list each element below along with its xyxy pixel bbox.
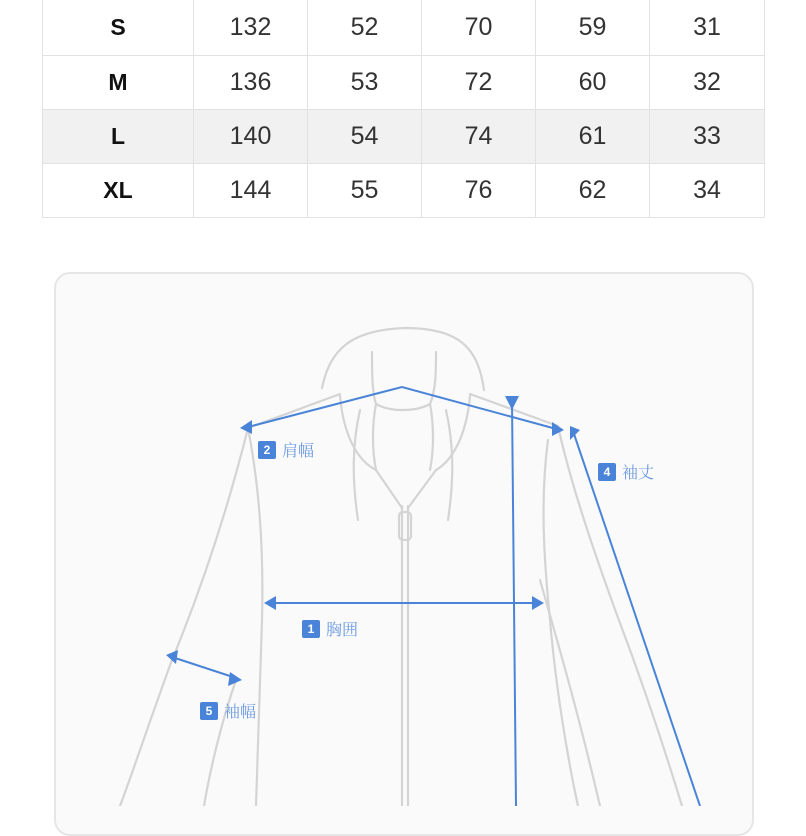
table-cell: 59 bbox=[536, 0, 650, 56]
table-cell: 62 bbox=[536, 164, 650, 218]
measurement-number-badge: 2 bbox=[258, 441, 276, 459]
table-cell: 55 bbox=[308, 164, 422, 218]
table-cell: 32 bbox=[650, 56, 765, 110]
measurement-label: 袖幅 bbox=[224, 702, 257, 721]
measurement-label: 袖丈 bbox=[622, 463, 655, 482]
sleeve-length-label bbox=[598, 460, 654, 483]
size-label: L bbox=[43, 110, 194, 164]
table-cell: 140 bbox=[194, 110, 308, 164]
table-cell: 132 bbox=[194, 0, 308, 56]
table-cell: 60 bbox=[536, 56, 650, 110]
table-cell: 136 bbox=[194, 56, 308, 110]
measurement-label: 胸囲 bbox=[326, 620, 359, 639]
table-cell: 70 bbox=[422, 0, 536, 56]
size-label: M bbox=[43, 56, 194, 110]
table-cell: 144 bbox=[194, 164, 308, 218]
table-cell: 72 bbox=[422, 56, 536, 110]
table-cell: 53 bbox=[308, 56, 422, 110]
table-cell: 76 bbox=[422, 164, 536, 218]
table-cell: 31 bbox=[650, 0, 765, 56]
measurement-number-badge: 1 bbox=[302, 620, 320, 638]
measurement-number-badge: 4 bbox=[598, 463, 616, 481]
measurement-label: 肩幅 bbox=[282, 441, 315, 460]
chest-label bbox=[302, 617, 358, 640]
measurement-number-badge: 5 bbox=[200, 702, 218, 720]
size-label: XL bbox=[43, 164, 194, 218]
table-cell: 34 bbox=[650, 164, 765, 218]
table-cell: 74 bbox=[422, 110, 536, 164]
table-cell: 52 bbox=[308, 0, 422, 56]
size-label: S bbox=[43, 0, 194, 56]
jacket-outline bbox=[120, 328, 682, 806]
sleeve-width-label bbox=[200, 699, 256, 722]
table-cell: 61 bbox=[536, 110, 650, 164]
shoulder-width-label bbox=[258, 438, 314, 461]
table-cell: 33 bbox=[650, 110, 765, 164]
table-cell: 54 bbox=[308, 110, 422, 164]
